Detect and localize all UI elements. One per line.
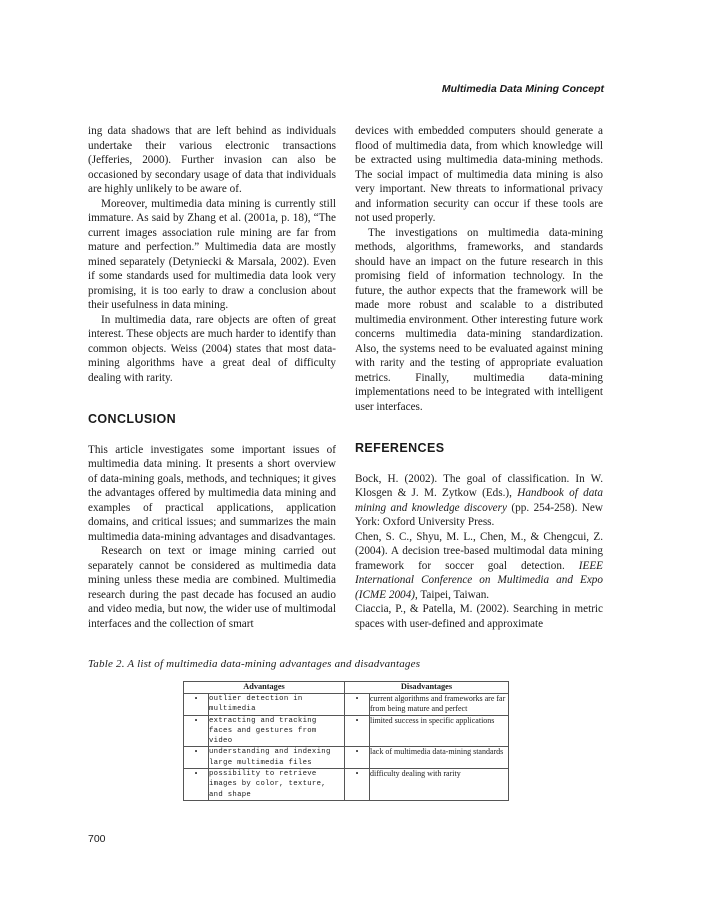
left-paragraph-1: ing data shadows that are left behind as individuals undertake their various electronic transactions (Jefferies, 2000). Further invasion can also be occasioned by secondary usage of data that individuals are highly unlikely to be aware of.: [88, 125, 336, 195]
bullet-icon: •: [184, 694, 209, 716]
reference-bock-title: Handbook of data mining and knowledge discovery: [355, 487, 604, 514]
table-row: [184, 694, 509, 716]
header-advantages: Advantages: [184, 682, 345, 694]
bullet-icon: •: [345, 694, 370, 716]
reference-ciaccia: Ciaccia, P., & Patella, M. (2002). Searching in metric spaces with user-defined and approximate: [355, 603, 603, 630]
bullet-icon: •: [345, 769, 370, 801]
header-disadvantages: Disadvantages: [345, 682, 509, 694]
disadvantage-cell: limited success in specific applications: [370, 715, 509, 747]
table-caption: Table 2. A list of multimedia data-mining advantages and disadvantages: [88, 658, 421, 670]
left-paragraph-2: Moreover, multimedia data mining is currently still immature. As said by Zhang et al. (2001a, p. 18), “The current images association rule mining are far from mature and perfection.” Multimedia data are mostly mined separately (Detyniecki & Marsala, 2002). Even if some standards used for multimedia data look very promising, it is too early to draw a conclusion about their usefulness in data mining.: [88, 197, 336, 311]
bullet-icon: •: [184, 769, 209, 801]
advantage-cell: understanding and indexing large multimedia files: [209, 747, 345, 769]
conclusion-paragraph-1: This article investigates some important issues of multimedia data mining. It presents a short overview of data-mining goals, methods, and techniques; it gives the advantages offered by multimedia data mining and examples of practical applications, application domains, and critical issues; and summarizes the main multimedia data-mining advantages and disadvantages.: [88, 443, 336, 543]
reference-chen-authors: Chen, S. C., Shyu, M. L., Chen, M., & Chengcui, Z. (2004). A decision tree-based multimodal data mining framework for soccer goal detection.: [355, 530, 603, 572]
disadvantage-cell: difficulty dealing with rarity: [370, 769, 509, 801]
table-row: [184, 747, 509, 769]
reference-bock-authors: Bock, H. (2002). The goal of classification. In W. Klosgen & J. M. Zytkow (Eds.),: [355, 472, 603, 499]
left-column: [88, 124, 336, 631]
disadvantage-cell: lack of multimedia data-mining standards: [370, 747, 509, 769]
table-row: [184, 715, 509, 747]
reference-chen: [355, 530, 603, 603]
conclusion-paragraph-2: Research on text or image mining carried out separately cannot be considered as multimedia data mining unless these media are combined. Multimedia research during the past decade has focused an audio and video media, but now, the wider use of multimodal interfaces and the collection of smart: [88, 545, 336, 630]
table-header-row: [184, 682, 509, 694]
reference-bock: [355, 472, 603, 530]
bullet-icon: •: [184, 715, 209, 747]
right-paragraph-2: The investigations on multimedia data-mining methods, algorithms, frameworks, and standards should have an impact on the future research in this promising field of information technology. In the future, the author expects that the framework will be made more robust and scalable to a distributed multimedia environment. Other interesting future work concerns multimedia data-mining standardization. Also, the systems need to be evaluated against mining with rarity and the testing of appropriate evaluation metrics. Finally, multimedia data-mining implementations need to be integrated with intelligent user interfaces.: [355, 226, 603, 413]
advantage-cell: extracting and tracking faces and gestures from video: [209, 715, 345, 747]
reference-bock-publisher: (pp. 254-258). New York: Oxford University Press.: [355, 501, 603, 528]
left-paragraph-3: In multimedia data, rare objects are often of great interest. These objects are much harder to identify than common objects. Weiss (2004) states that most data-mining algorithms have a great deal of difficulty dealing with rarity.: [88, 313, 336, 384]
bullet-icon: •: [345, 715, 370, 747]
advantage-cell: possibility to retrieve images by color, texture, and shape: [209, 769, 345, 801]
advantage-cell: outlier detection in multimedia: [209, 694, 345, 716]
conclusion-heading: CONCLUSION: [88, 412, 177, 426]
advantages-table: [183, 681, 509, 801]
reference-chen-location: , Taipei, Taiwan.: [414, 588, 490, 601]
bullet-icon: •: [184, 747, 209, 769]
right-column: [355, 124, 603, 631]
bullet-icon: •: [345, 747, 370, 769]
table-row: [184, 769, 509, 801]
page-number: 700: [88, 833, 106, 845]
running-head: Multimedia Data Mining Concept: [441, 83, 604, 95]
references-heading: REFERENCES: [355, 441, 445, 455]
right-paragraph-1: devices with embedded computers should generate a flood of multimedia data, from which knowledge will be extracted using multimedia data-mining methods. The social impact of multimedia data mining is also very important. New threats to informational privacy and information security can occur if these tools are not used properly.: [355, 125, 603, 224]
disadvantage-cell: current algorithms and frameworks are far from being mature and perfect: [370, 694, 509, 716]
reference-chen-title: IEEE International Conference on Multimedia and Expo (ICME 2004): [355, 559, 603, 601]
